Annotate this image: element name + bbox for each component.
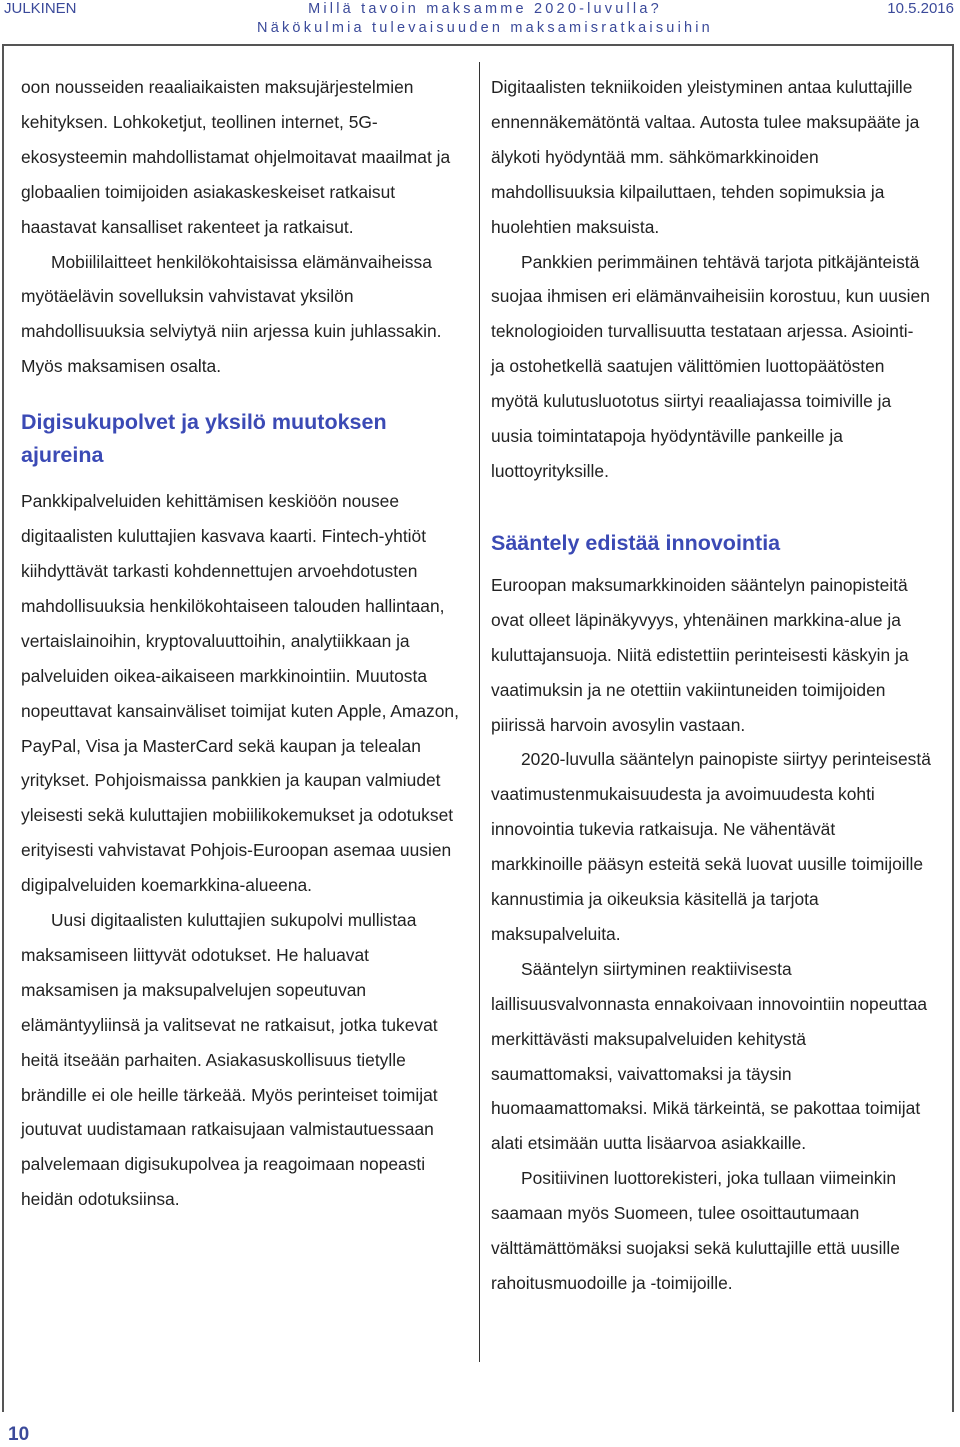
section-heading-saantely: Sääntely edistää innovointia — [491, 530, 781, 555]
page-number: 10 — [8, 1424, 30, 1445]
left-paragraph-4: Uusi digitaalisten kuluttajien sukupolvi mullistaa maksamiseen liittyvät odotukset. He haluavat maksamisen ja maksupalvelujen sopeutuvan elämäntyyliinsä ja valitsevat ne ratkaisut, jotka tukevat heitä itseään parhaiten. Asiakasuskollisuus tietylle brändille ei ole heille tärkeää. Myös perinteiset toimijat joutuvat uudistamaan ratkaisujaan valmistautuessaan palvelemaan digisukupolvea ja reagoimaan nopeasti heidän odotuksiinsa. — [21, 910, 438, 1210]
left-paragraph-3: Pankkipalveluiden kehittämisen keskiöön nousee digitaalisten kuluttajien kasvava kaarti. Fintech-yhtiöt kiihdyttävät tarkasti kohdennettujen arvoehdotusten mahdollisuuksia henkilökohtaiseen talouden hallintaan, vertaislainoihin, kryptovaluuttoihin, analytiikkaan ja palveluiden oikea-aikaiseen markkinointiin. Muutosta nopeuttavat kansainväliset toimijat kuten Apple, Amazon, PayPal, Visa ja MasterCard sekä kaupan ja telealan yritykset. Pohjoismaissa pankkien ja kaupan valmiudet yleisesti sekä kuluttajien mobiilikokemukset ja odotukset erityisesti vahvistavat Pohjois-Euroopan asemaa uusien digipalveluiden koemarkkina-alueena. — [21, 491, 459, 896]
left-column — [21, 70, 469, 1217]
document-title — [185, 0, 785, 38]
document-date: 10.5.2016 — [887, 0, 954, 17]
right-paragraph-6: Positiivinen luottorekisteri, joka tullaan viimeinkin saamaan myös Suomeen, tulee osoittautumaan välttämättömäksi suojaksi sekä kuluttajille että uusille rahoitusmuodoille ja -toimijoille. — [491, 1168, 900, 1293]
title-line-1: Millä tavoin maksamme 2020-luvulla? — [308, 1, 662, 17]
right-column — [491, 70, 931, 1301]
right-paragraph-5: Sääntelyn siirtyminen reaktiivisesta laillisuusvalvonnasta ennakoivaan innovointiin nopeuttaa merkittävästi maksupalveluiden kehitystä saumattomaksi, vaivattomaksi ja täysin huomaamattomaksi. Mikä tärkeintä, se pakottaa toimijat alati etsimään uutta lisäarvoa asiakkaille. — [491, 958, 928, 1154]
column-divider — [479, 62, 480, 1362]
left-paragraph-2: Mobiililaitteet henkilökohtaisissa elämänvaiheissa myötäelävin sovelluksin vahvistavat yksilön mahdollisuuksia selviytyä niin arjessa kuin juhlassakin. Myös maksamisen osalta. — [21, 251, 442, 377]
section-heading-digisukupolvet: Digisukupolvet ja yksilö muutoksen ajureina — [21, 410, 387, 468]
left-paragraph-1: oon nousseiden reaaliaikaisten maksujärjestelmien kehityksen. Lohkoketjut, teollinen internet, 5G-ekosysteemin mahdollistamat ohjelmoitavat maailmat ja globaalien toimijoiden asiakaskeskeiset ratkaisut haastavat kansalliset rakenteet ja ratkaisut. — [21, 77, 451, 237]
right-paragraph-2: Pankkien perimmäinen tehtävä tarjota pitkäjänteistä suojaa ihmisen eri elämänvaiheisiin korostuu, kun uusien teknologioiden turvallisuutta testataan arjessa. Asiointi- ja ostohetkellä saatujen välittömien luottopäätösten myötä kulutusluototus siirtyi reaaliajassa toimiville ja uusia toimintatapoja hyödyntäville pankeille ja luottoyrityksille. — [491, 251, 930, 481]
classification-label: JULKINEN — [4, 0, 77, 17]
right-paragraph-3: Euroopan maksumarkkinoiden sääntelyn painopisteitä ovat olleet läpinäkyvyys, yhtenäinen markkina-alue ja kuluttajansuoja. Niitä edistettiin perinteisesti käskyin ja vaatimuksin ja ne otettiin vakiintuneiden toimijoiden piirissä harvoin avosylin vastaan. — [491, 574, 909, 735]
right-paragraph-4: 2020-luvulla sääntelyn painopiste siirtyy perinteisestä vaatimustenmukaisuudesta ja avoimuudesta kohti innovointia tukevia ratkaisuja. Ne vähentävät markkinoille pääsyn esteitä sekä luovat uusille toimijoille kannustimia ja oikeuksia käsitellä ja tarjota maksupalveluita. — [491, 749, 931, 944]
title-line-2: Näkökulmia tulevaisuuden maksamisratkaisuihin — [257, 20, 713, 36]
right-paragraph-1: Digitaalisten tekniikoiden yleistyminen antaa kuluttajille ennennäkemätöntä valtaa. Autosta tulee maksupääte ja älykoti hyödyntää mm. sähkömarkkinoiden mahdollisuuksia kilpailuttaen, tehden sopimuksia ja huolehtien maksuista. — [491, 77, 920, 237]
